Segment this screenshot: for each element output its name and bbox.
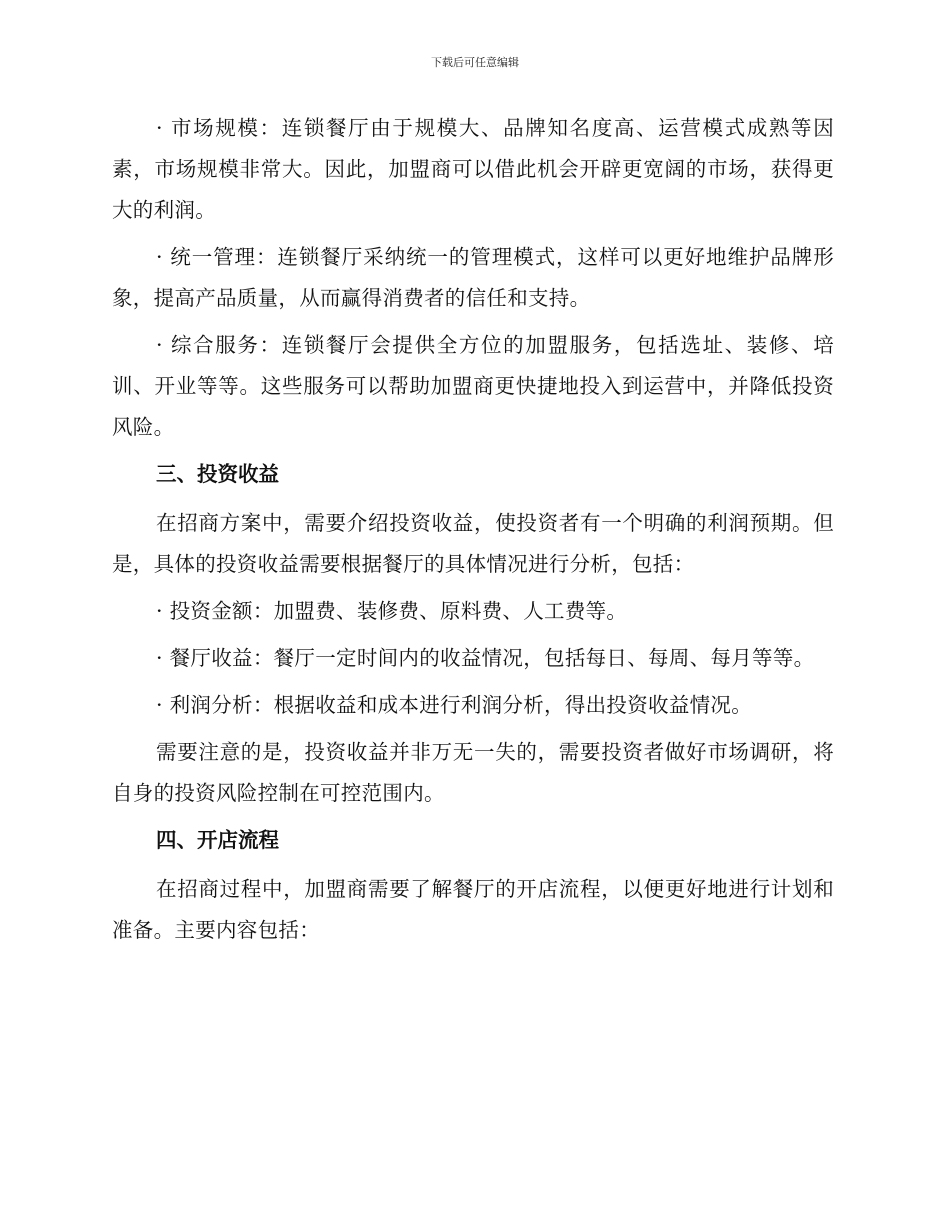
paragraph-risk-note: 需要注意的是，投资收益并非万无一失的，需要投资者做好市场调研，将自身的投资风险控制在可控范围内。 [112, 740, 834, 805]
bullet-profit-analysis: · 利润分析：根据收益和成本进行利润分析，得出投资收益情况。 [156, 693, 753, 717]
paragraph-investment-intro: 在招商方案中，需要介绍投资收益，使投资者有一个明确的利润预期。但是，具体的投资收益需要根据餐厅的具体情况进行分析，包括： [112, 511, 834, 576]
bullet-investment-amount: · 投资金额：加盟费、装修费、原料费、人工费等。 [156, 599, 628, 623]
bullet-unified-management: · 统一管理：连锁餐厅采纳统一的管理模式，这样可以更好地维护品牌形象，提高产品质量，从而赢得消费者的信任和支持。 [112, 245, 834, 310]
bullet-comprehensive-service: · 综合服务：连锁餐厅会提供全方位的加盟服务，包括选址、装修、培训、开业等等。这些服务可以帮助加盟商更快捷地投入到运营中，并降低投资风险。 [112, 333, 834, 439]
document-body [112, 108, 834, 957]
section-heading-investment-return: 三、投资收益 [156, 462, 279, 486]
bullet-market-scale: · 市场规模：连锁餐厅由于规模大、品牌知名度高、运营模式成熟等因素，市场规模非常大。因此，加盟商可以借此机会开辟更宽阔的市场，获得更大的利润。 [112, 116, 834, 222]
bullet-restaurant-revenue: · 餐厅收益：餐厅一定时间内的收益情况，包括每日、每周、每月等等。 [156, 646, 815, 670]
section-heading-opening-process: 四、开店流程 [156, 828, 279, 852]
paragraph-opening-intro: 在招商过程中，加盟商需要了解餐厅的开店流程，以便更好地进行计划和准备。主要内容包括： [112, 877, 834, 942]
page-header: 下载后可任意编辑 [431, 56, 519, 69]
